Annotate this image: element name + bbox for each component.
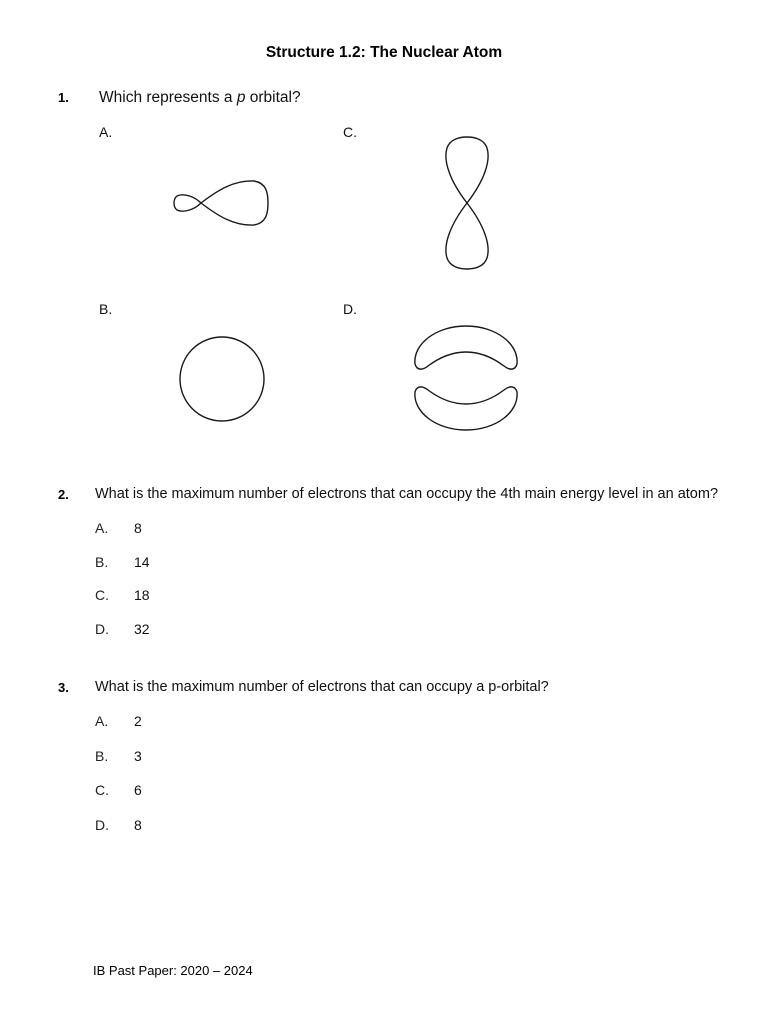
q2-option-c-letter: C. [95,587,109,603]
q1-option-c-label: C. [343,124,357,140]
question-2-text: What is the maximum number of electrons that can occupy the 4th main energy level in an atom? [95,486,719,502]
q2-option-d-value: 32 [134,621,150,637]
q3-option-d-letter: D. [95,817,109,833]
q2-option-b-value: 14 [134,554,150,570]
figure-eight-orbital-icon [440,137,494,269]
page-title: Structure 1.2: The Nuclear Atom [265,44,503,61]
p-orbital-lobes-icon [170,178,272,228]
question-1-number: 1. [58,90,69,105]
page-footer: IB Past Paper: 2020 – 2024 [93,963,253,978]
q2-option-d-letter: D. [95,621,109,637]
q3-option-b-letter: B. [95,748,109,764]
d-orbital-crescents-icon [408,322,524,434]
question-1-text-italic: p [236,89,246,106]
q3-option-a-value: 2 [134,713,142,729]
question-1-text-end: orbital? [245,89,301,106]
q2-option-c-value: 18 [134,587,150,603]
q2-option-b-letter: B. [95,554,109,570]
q1-option-b-label: B. [99,301,113,317]
q3-option-a-letter: A. [95,713,109,729]
q3-option-c-letter: C. [95,782,109,798]
question-1-text [99,89,301,107]
question-3-text: What is the maximum number of electrons that can occupy a p-orbital? [95,679,549,695]
question-2-number: 2. [58,487,69,502]
q3-option-b-value: 3 [134,748,142,764]
q2-option-a-value: 8 [134,520,142,536]
q2-option-a-letter: A. [95,520,109,536]
q1-option-a-label: A. [99,124,113,140]
question-3-number: 3. [58,680,69,695]
question-1-text-start: Which represents a [99,89,237,106]
q3-option-c-value: 6 [134,782,142,798]
s-orbital-circle-icon [176,333,268,425]
q1-option-d-label: D. [343,301,357,317]
q3-option-d-value: 8 [134,817,142,833]
